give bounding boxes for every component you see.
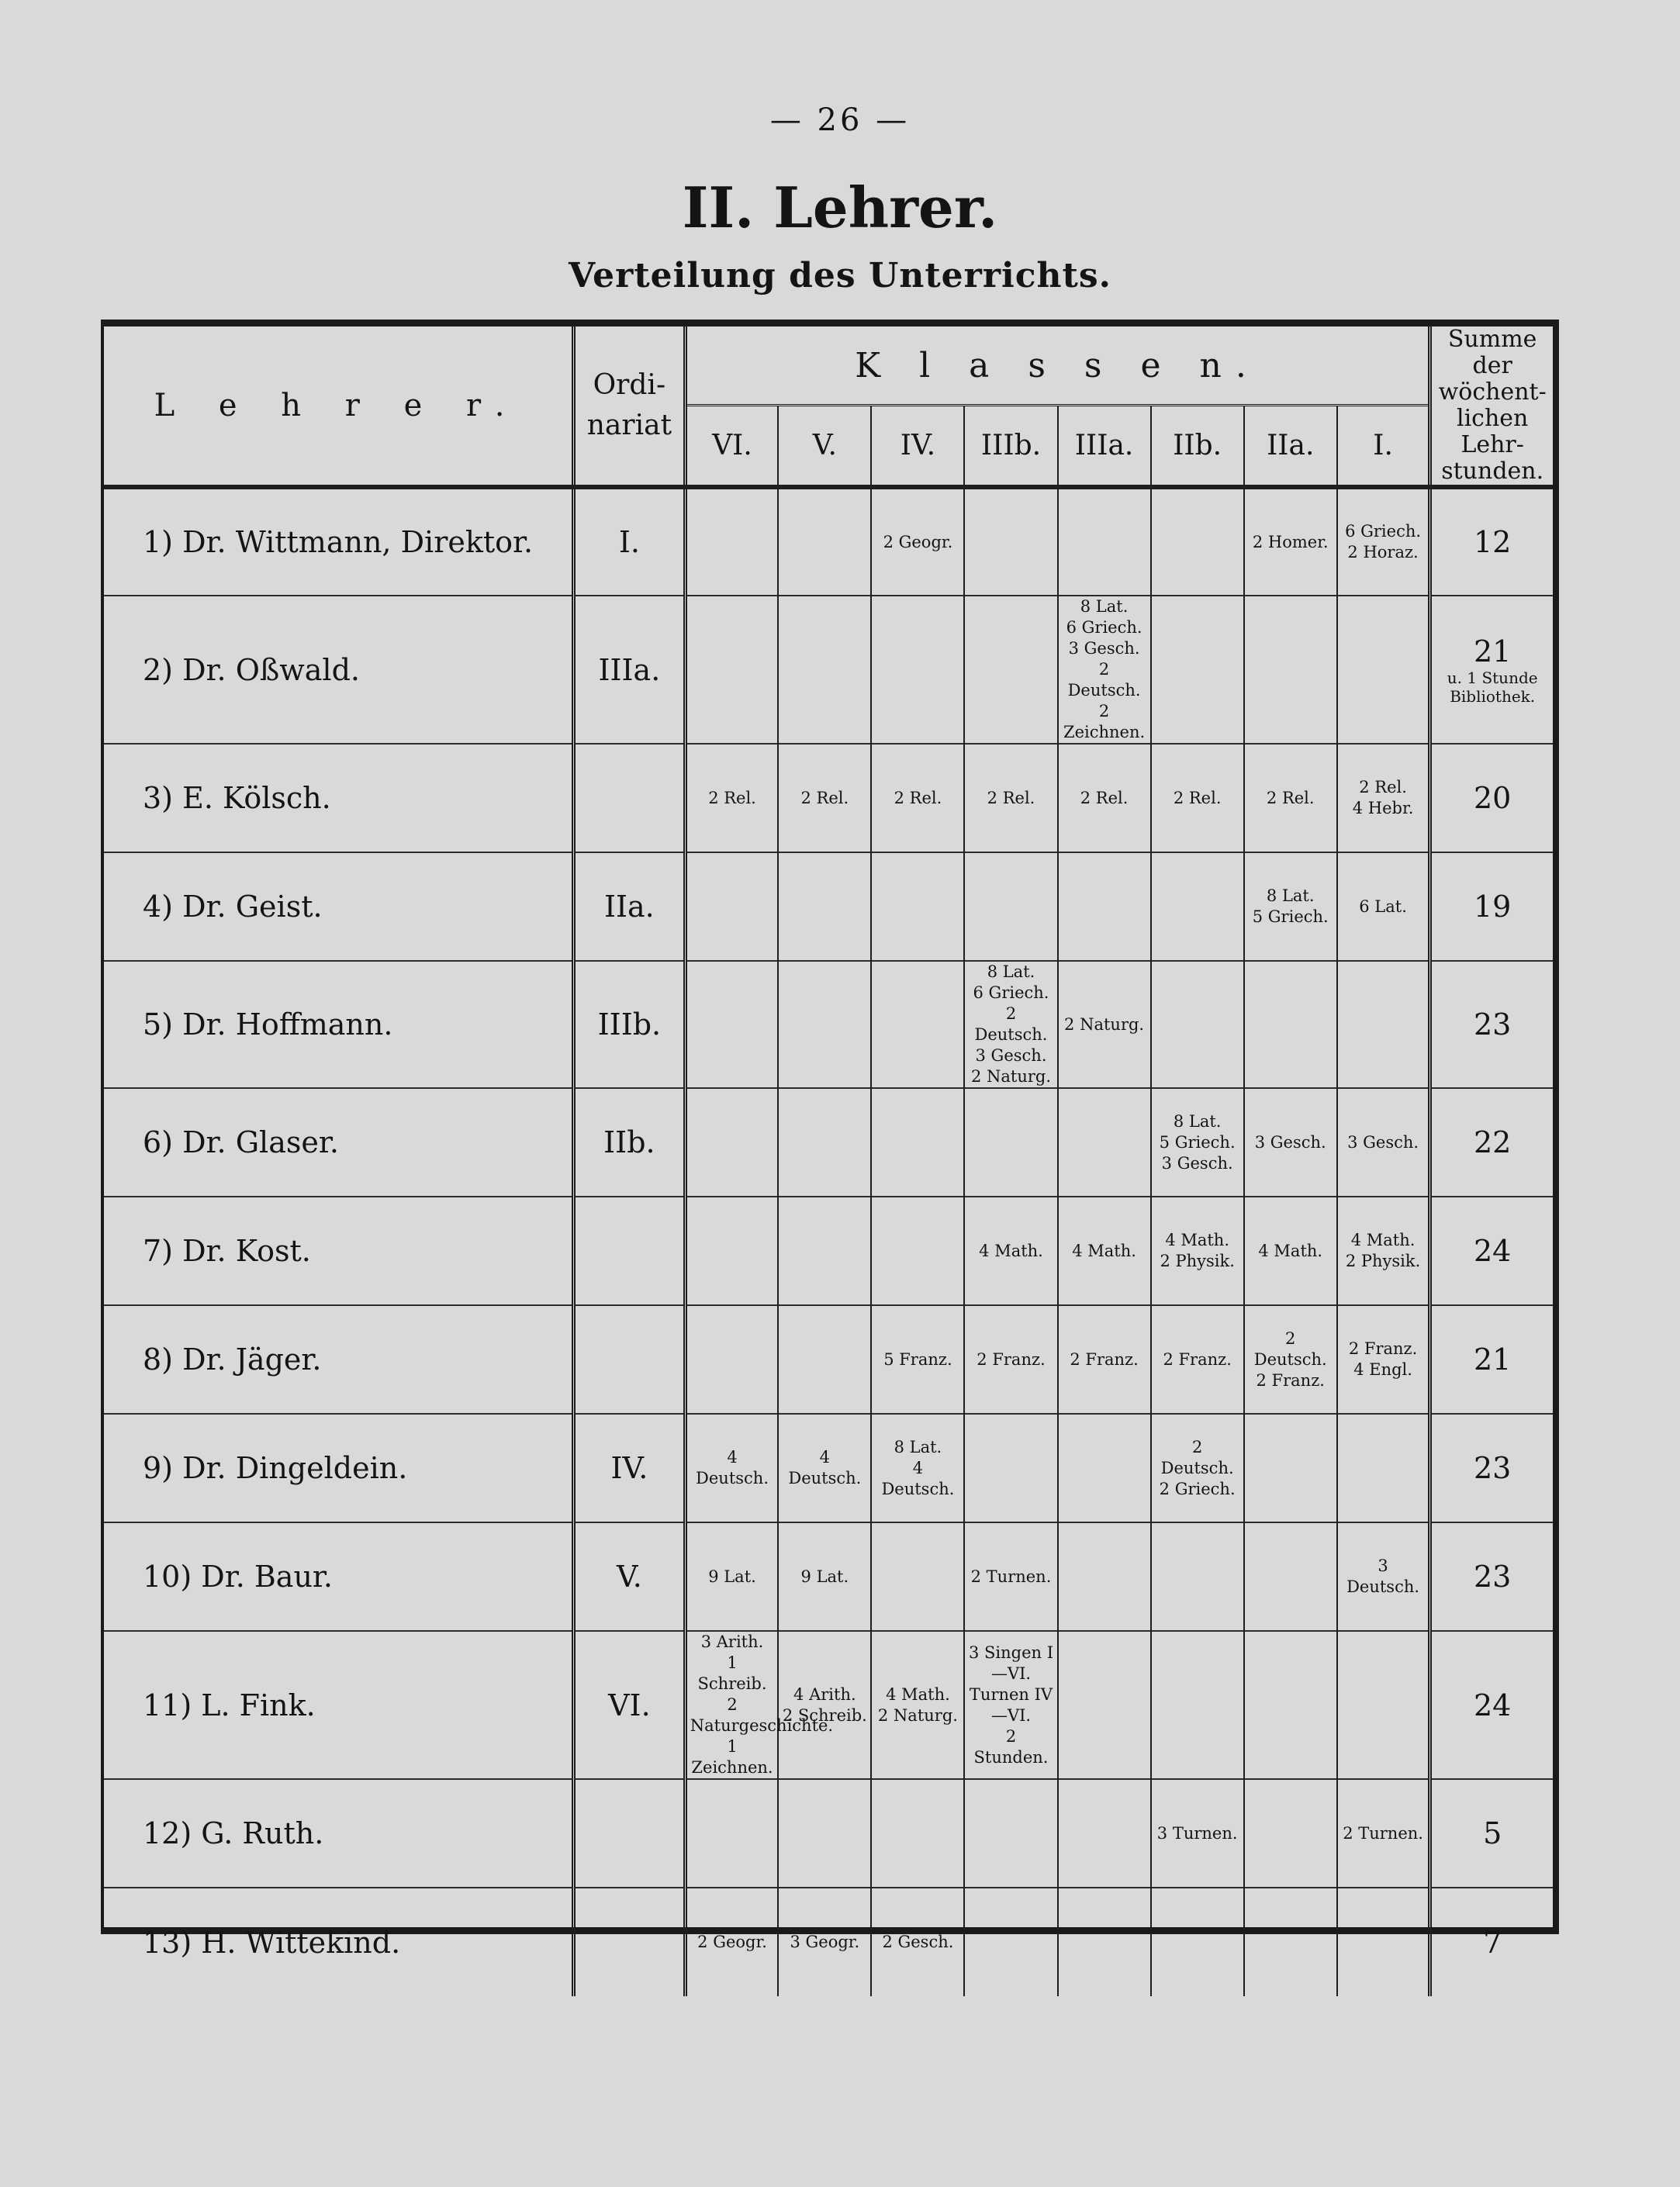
lesson-cell-iv: 2 Gesch.	[871, 1888, 964, 1996]
lesson-cell-iia	[1244, 1779, 1337, 1888]
lesson-cell-iiib: 8 Lat. 6 Griech. 2 Deutsch. 3 Gesch. 2 Naturg.	[964, 961, 1057, 1088]
teacher-name: 1) Dr. Wittmann, Direktor.	[143, 525, 534, 559]
lesson-cell-v	[778, 596, 871, 744]
table-row	[104, 1522, 1553, 1631]
lesson-cell-i	[1337, 1631, 1430, 1779]
lesson-cell-iv	[871, 596, 964, 744]
table-row	[104, 1197, 1553, 1305]
lesson-cell-iiia	[1058, 1414, 1151, 1522]
lesson-cell-iv	[871, 1088, 964, 1197]
lesson-cell-iiia: 4 Math.	[1058, 1197, 1151, 1305]
weekly-hours-value: 23	[1474, 1451, 1512, 1485]
table-row	[104, 1305, 1553, 1414]
lesson-cell-iiia	[1058, 852, 1151, 961]
weekly-hours-value: 22	[1474, 1125, 1512, 1159]
lesson-cell-i: 6 Lat.	[1337, 852, 1430, 961]
lesson-cell-iia	[1244, 1888, 1337, 1996]
lesson-cell-iib: 4 Math. 2 Physik.	[1151, 1197, 1244, 1305]
weekly-hours-note: u. 1 Stunde Bibliothek.	[1447, 668, 1538, 706]
lesson-cell-iiia	[1058, 1779, 1151, 1888]
weekly-hours-cell	[1430, 1088, 1553, 1197]
weekly-hours-cell	[1430, 744, 1553, 852]
lesson-cell-iiib	[964, 487, 1057, 596]
page-number: — 26 —	[769, 102, 911, 138]
teacher-name: 7) Dr. Kost.	[143, 1234, 311, 1268]
lesson-cell-i: 6 Griech. 2 Horaz.	[1337, 487, 1430, 596]
lesson-cell-v	[778, 961, 871, 1088]
teacher-name: 10) Dr. Baur.	[143, 1560, 333, 1594]
lesson-cell-iiia	[1058, 487, 1151, 596]
lesson-cell-vi: 9 Lat.	[685, 1522, 778, 1631]
weekly-hours-cell	[1430, 1522, 1553, 1631]
weekly-hours-value: 24	[1474, 1234, 1512, 1268]
lesson-cell-v: 9 Lat.	[778, 1522, 871, 1631]
lesson-cell-i: 3 Gesch.	[1337, 1088, 1430, 1197]
lesson-cell-vi	[685, 1088, 778, 1197]
lesson-cell-iiib	[964, 1888, 1057, 1996]
weekly-hours-cell	[1430, 1631, 1553, 1779]
table-row	[104, 596, 1553, 744]
weekly-hours-cell	[1430, 487, 1553, 596]
lesson-cell-vi	[685, 961, 778, 1088]
teacher-name: 12) G. Ruth.	[143, 1816, 324, 1850]
schedule-table-frame	[101, 320, 1559, 1960]
lesson-cell-iiib: 4 Math.	[964, 1197, 1057, 1305]
teacher-name: 8) Dr. Jäger.	[143, 1342, 322, 1377]
ordinariat-cell: IIb.	[574, 1088, 686, 1197]
lesson-cell-i: 2 Franz. 4 Engl.	[1337, 1305, 1430, 1414]
header-class-v: V.	[778, 406, 871, 487]
header-weekly-hours: Summe der wöchent- lichen Lehr- stunden.	[1430, 326, 1553, 487]
lesson-cell-iv	[871, 852, 964, 961]
lesson-cell-iiia	[1058, 1888, 1151, 1996]
lesson-cell-i: 3 Deutsch.	[1337, 1522, 1430, 1631]
lesson-cell-iv	[871, 1522, 964, 1631]
lesson-cell-vi	[685, 487, 778, 596]
weekly-hours-cell	[1430, 1779, 1553, 1888]
lesson-cell-vi	[685, 1779, 778, 1888]
table-row	[104, 1088, 1553, 1197]
lesson-cell-iia: 2 Rel.	[1244, 744, 1337, 852]
lesson-cell-v: 4 Arith. 2 Schreib.	[778, 1631, 871, 1779]
ordinariat-cell	[574, 744, 686, 852]
lesson-cell-iia	[1244, 1522, 1337, 1631]
lesson-cell-iiia	[1058, 1522, 1151, 1631]
lesson-cell-vi: 2 Rel.	[685, 744, 778, 852]
lesson-cell-iia: 3 Gesch.	[1244, 1088, 1337, 1197]
lesson-cell-iiia: 8 Lat. 6 Griech. 3 Gesch. 2 Deutsch. 2 Zeichnen.	[1058, 596, 1151, 744]
weekly-hours-cell	[1430, 596, 1553, 744]
lesson-cell-iia: 2 Homer.	[1244, 487, 1337, 596]
lesson-cell-iv	[871, 1779, 964, 1888]
lesson-cell-iia: 2 Deutsch. 2 Franz.	[1244, 1305, 1337, 1414]
lesson-cell-iib	[1151, 961, 1244, 1088]
teacher-name: 4) Dr. Geist.	[143, 890, 323, 924]
table-row	[104, 852, 1553, 961]
lesson-cell-iib	[1151, 852, 1244, 961]
lesson-cell-v: 2 Rel.	[778, 744, 871, 852]
ordinariat-cell	[574, 1305, 686, 1414]
lesson-cell-iiia: 2 Rel.	[1058, 744, 1151, 852]
lesson-cell-iiia: 2 Naturg.	[1058, 961, 1151, 1088]
weekly-hours-value: 12	[1474, 525, 1512, 559]
lesson-cell-i: 2 Turnen.	[1337, 1779, 1430, 1888]
weekly-hours-value: 19	[1474, 890, 1512, 924]
teacher-name: 2) Dr. Oßwald.	[143, 652, 360, 687]
teacher-name: 13) H. Wittekind.	[143, 1925, 401, 1960]
header-class-iv: IV.	[871, 406, 964, 487]
ordinariat-cell: IIIa.	[574, 596, 686, 744]
lesson-cell-v	[778, 1197, 871, 1305]
lesson-cell-iiib	[964, 852, 1057, 961]
lesson-cell-iiib: 2 Turnen.	[964, 1522, 1057, 1631]
lesson-cell-iib: 3 Turnen.	[1151, 1779, 1244, 1888]
ordinariat-cell: IIIb.	[574, 961, 686, 1088]
lesson-cell-vi	[685, 1197, 778, 1305]
teacher-name: 9) Dr. Dingeldein.	[143, 1451, 408, 1485]
header-class-iia: IIa.	[1244, 406, 1337, 487]
teacher-name: 3) E. Kölsch.	[143, 781, 331, 815]
teacher-name: 5) Dr. Hoffmann.	[143, 1007, 393, 1042]
lesson-cell-i	[1337, 961, 1430, 1088]
header-class-iiia: IIIa.	[1058, 406, 1151, 487]
lesson-cell-i	[1337, 1888, 1430, 1996]
weekly-hours-value: 5	[1483, 1816, 1502, 1850]
lesson-cell-i: 2 Rel. 4 Hebr.	[1337, 744, 1430, 852]
ordinariat-cell	[574, 1197, 686, 1305]
lesson-cell-iv: 4 Math. 2 Naturg.	[871, 1631, 964, 1779]
lesson-cell-vi: 4 Deutsch.	[685, 1414, 778, 1522]
weekly-hours-value: 23	[1474, 1560, 1512, 1594]
weekly-hours-value: 23	[1474, 1007, 1512, 1042]
ordinariat-cell	[574, 1888, 686, 1996]
header-ordinariat: Ordi- nariat	[574, 326, 686, 487]
section-heading: II. Lehrer.	[682, 174, 998, 240]
lesson-cell-iib	[1151, 1522, 1244, 1631]
ordinariat-cell: IIa.	[574, 852, 686, 961]
lesson-cell-iv: 8 Lat. 4 Deutsch.	[871, 1414, 964, 1522]
weekly-hours-value: 24	[1474, 1688, 1512, 1722]
lesson-cell-iib: 2 Deutsch. 2 Griech.	[1151, 1414, 1244, 1522]
lesson-cell-iiib: 2 Franz.	[964, 1305, 1057, 1414]
table-row	[104, 961, 1553, 1088]
lesson-cell-iv	[871, 961, 964, 1088]
weekly-hours-value: 21	[1474, 634, 1512, 669]
lesson-cell-iiib	[964, 1779, 1057, 1888]
lesson-cell-iiib	[964, 596, 1057, 744]
lesson-cell-iib: 2 Franz.	[1151, 1305, 1244, 1414]
lesson-cell-iib: 8 Lat. 5 Griech. 3 Gesch.	[1151, 1088, 1244, 1197]
section-subheading: Verteilung des Unterrichts.	[569, 256, 1111, 295]
lesson-cell-vi: 2 Geogr.	[685, 1888, 778, 1996]
weekly-hours-cell	[1430, 1197, 1553, 1305]
table-row	[104, 1414, 1553, 1522]
lesson-cell-iia	[1244, 596, 1337, 744]
lesson-cell-iv: 2 Geogr.	[871, 487, 964, 596]
lesson-cell-iib	[1151, 487, 1244, 596]
lesson-cell-v	[778, 1088, 871, 1197]
header-classes: K l a s s e n.	[685, 326, 1430, 406]
lesson-cell-v: 3 Geogr.	[778, 1888, 871, 1996]
weekly-hours-cell	[1430, 1414, 1553, 1522]
table-row	[104, 1888, 1553, 1996]
weekly-hours-cell	[1430, 1888, 1553, 1996]
lesson-cell-v	[778, 1779, 871, 1888]
header-class-iiib: IIIb.	[964, 406, 1057, 487]
ordinariat-cell: VI.	[574, 1631, 686, 1779]
weekly-hours-value: 21	[1474, 1342, 1512, 1377]
lesson-cell-v	[778, 1305, 871, 1414]
weekly-hours-cell	[1430, 961, 1553, 1088]
lesson-cell-iib: 2 Rel.	[1151, 744, 1244, 852]
ordinariat-cell: V.	[574, 1522, 686, 1631]
lesson-cell-i	[1337, 596, 1430, 744]
lesson-cell-v	[778, 487, 871, 596]
lesson-cell-vi	[685, 852, 778, 961]
header-class-i: I.	[1337, 406, 1430, 487]
ordinariat-cell: I.	[574, 487, 686, 596]
lesson-cell-iv: 5 Franz.	[871, 1305, 964, 1414]
lesson-cell-i: 4 Math. 2 Physik.	[1337, 1197, 1430, 1305]
lesson-cell-iiib	[964, 1088, 1057, 1197]
lesson-cell-v: 4 Deutsch.	[778, 1414, 871, 1522]
lesson-cell-iv: 2 Rel.	[871, 744, 964, 852]
lesson-cell-iiib	[964, 1414, 1057, 1522]
lesson-cell-iia: 4 Math.	[1244, 1197, 1337, 1305]
weekly-hours-value: 7	[1483, 1925, 1502, 1960]
weekly-hours-cell	[1430, 852, 1553, 961]
header-class-vi: VI.	[685, 406, 778, 487]
teacher-name: 6) Dr. Glaser.	[143, 1125, 339, 1159]
lesson-cell-vi	[685, 596, 778, 744]
table-row	[104, 1631, 1553, 1779]
lesson-cell-iia	[1244, 1631, 1337, 1779]
ordinariat-cell: IV.	[574, 1414, 686, 1522]
lesson-cell-i	[1337, 1414, 1430, 1522]
header-teacher: L e h r e r.	[154, 388, 522, 423]
lesson-cell-iiia	[1058, 1088, 1151, 1197]
lesson-cell-iia: 8 Lat. 5 Griech.	[1244, 852, 1337, 961]
lesson-cell-iiib: 2 Rel.	[964, 744, 1057, 852]
ordinariat-cell	[574, 1779, 686, 1888]
lesson-cell-iib	[1151, 596, 1244, 744]
lesson-cell-iiib: 3 Singen I—VI. Turnen IV—VI. 2 Stunden.	[964, 1631, 1057, 1779]
weekly-hours-cell	[1430, 1305, 1553, 1414]
table-row	[104, 744, 1553, 852]
lesson-cell-iib	[1151, 1631, 1244, 1779]
table-row	[104, 1779, 1553, 1888]
weekly-hours-value: 20	[1474, 781, 1512, 815]
lesson-cell-vi: 3 Arith. 1 Schreib. 2 Naturgeschichte. 1 Zeichnen.	[685, 1631, 778, 1779]
lesson-cell-iv	[871, 1197, 964, 1305]
lesson-cell-iia	[1244, 961, 1337, 1088]
teaching-schedule-table	[104, 326, 1553, 1996]
table-row	[104, 487, 1553, 596]
lesson-cell-iib	[1151, 1888, 1244, 1996]
header-class-iib: IIb.	[1151, 406, 1244, 487]
lesson-cell-iiia: 2 Franz.	[1058, 1305, 1151, 1414]
lesson-cell-v	[778, 852, 871, 961]
teacher-name: 11) L. Fink.	[143, 1688, 316, 1722]
lesson-cell-vi	[685, 1305, 778, 1414]
lesson-cell-iiia	[1058, 1631, 1151, 1779]
lesson-cell-iia	[1244, 1414, 1337, 1522]
